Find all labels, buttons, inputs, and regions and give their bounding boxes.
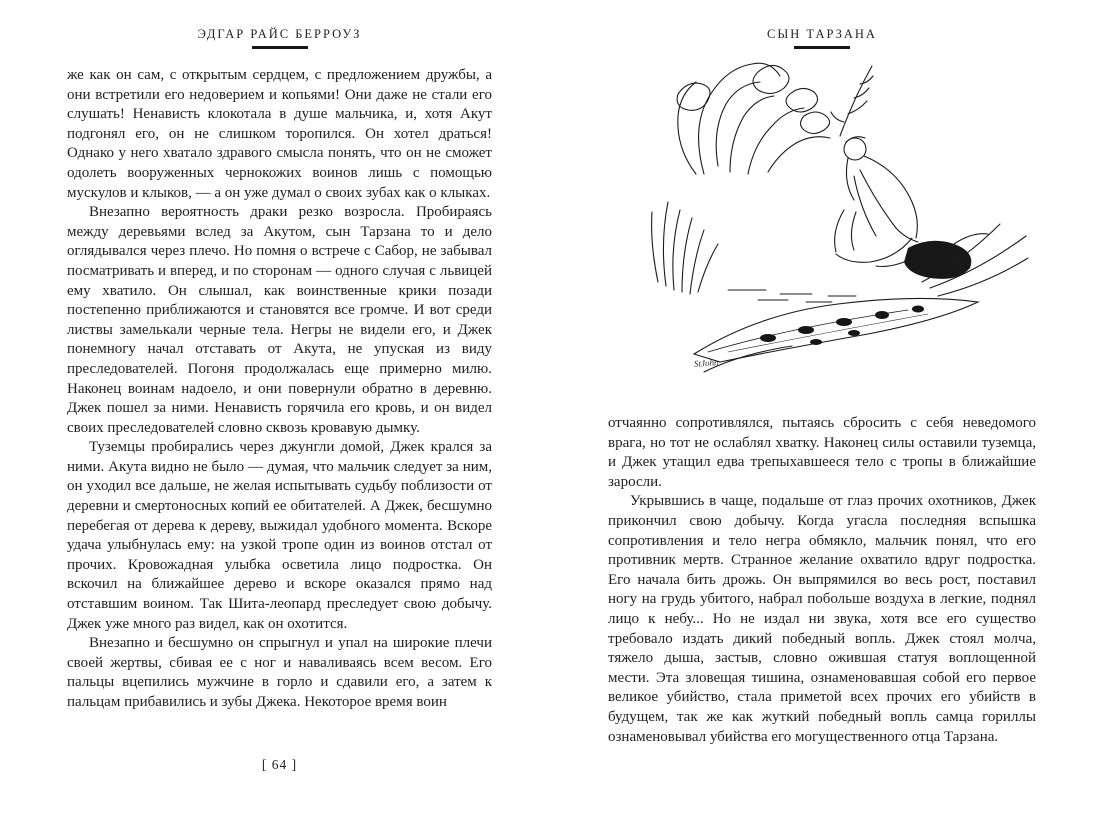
right-header-rule: [794, 46, 850, 49]
paragraph: Внезапно вероятность драки резко возросла. Пробираясь между деревьями вслед за Акутом, сын Тарзана то и дело оглядывался через плечо. Но помня о встрече с Сабор, не забывал посматривать и вперед, и по сторонам — одного случая с львицей ему хватило. Он слышал, как воинственные крики позади постепенно приближаются и становятся все громче. И вот среди листвы замелькали черные тела. Негры не видели его, и Джек понемногу начал отставать от Акута, не упуская из виду преследователей. Погоня продолжалась еще примерно милю. Наконец воинам надоело, и они повернули обратно в деревню. Джек пошел за ними. Ненависть горячила его кровь, и он видел своих преследователей словно сквозь кровавую дымку.: [67, 204, 492, 436]
right-page: [608, 0, 1036, 825]
page-number: [ 64 ]: [261, 757, 298, 772]
illustrator-signature: StJohn: [693, 357, 719, 369]
right-running-head: СЫН ТАРЗАНА: [767, 27, 877, 41]
left-page: [67, 0, 492, 825]
paragraph: Туземцы пробирались через джунгли домой, Джек крался за ними. Акута видно не было — думая, что мальчик следует за ним, он уходил все дальше, не желая испытывать судьбу поблизости от деревни и смертоносных копий ее обитателей. А Джек, бесшумно перебегая от дерева к дереву, выжидал удобного момента. Вскоре удача улыбнулась ему: на узкой тропе один из воинов отстал от прочих. Кровожадная улыбка осветила лицо подростка. Он вскочил на ближайшее дерево и вскоре оказался прямо над отставшим воином. Так Шита-леопард преследует свою добычу. Джек уже много раз видел, как он охотится.: [67, 439, 492, 632]
left-running-head: ЭДГАР РАЙС БЕРРОУЗ: [197, 27, 362, 41]
jungle-illustration: [608, 52, 1036, 408]
jungle-illustration-drawing: [608, 52, 1036, 408]
left-text-block: [67, 66, 492, 713]
paragraph: Внезапно и бесшумно он спрыгнул и упал на широкие плечи своей жертвы, сбивая ее с ног и наваливаясь всем весом. Его пальцы вцепились мужчине в горло и сдавили его, а затем к пальцам прибавились и зубы Джека. Некоторое время воин: [67, 635, 492, 710]
paragraph: отчаянно сопротивлялся, пытаясь сбросить с себя неведомого врага, но тот не ослаблял хватку. Наконец силы оставили туземца, и Джек утащил едва трепыхавшееся тело с тропы в ближайшие заросли.: [608, 415, 1036, 490]
paragraph: же как он сам, с открытым сердцем, с предложением дружбы, а они встретили его недоверием и копьями! Они даже не стали его слушать! Ненависть клокотала в душе мальчика, и, хотя Акут подгонял его, он не слишком торопился. Он хотел драться! Однако у него хватало здравого смысла понять, что он не сможет одолеть вооруженных чернокожих воинов лишь с помощью мускулов и клыков, — а он уже думал о своих зубах как о клыках.: [67, 67, 492, 201]
left-header-rule: [252, 46, 308, 49]
right-text-block: [608, 414, 1036, 747]
paragraph: Укрывшись в чаще, подальше от глаз прочих охотников, Джек прикончил свою добычу. Когда угасла последняя вспышка сопротивления и тело негра обмякло, мальчик понял, что его противник мертв. Странное желание охватило вдруг подростка. Его начала бить дрожь. Он выпрямился во весь рост, поставил ногу на грудь убитого, набрал побольше воздуха в легкие, поднял лицо к небу... Но не издал ни звука, хотя все его существо требовало издать дикий победный вопль. Джек стоял молча, тяжело дыша, застыв, словно ожившая статуя воплощенной мести. Эта зловещая тишина, ознаменовавшая собой его первое великое убийство, стала приметой всех прочих его убийств в будущем, так же как жуткий победный вопль самца гориллы ознаменовывал убийства его могущественного отца Тарзана.: [608, 493, 1036, 745]
